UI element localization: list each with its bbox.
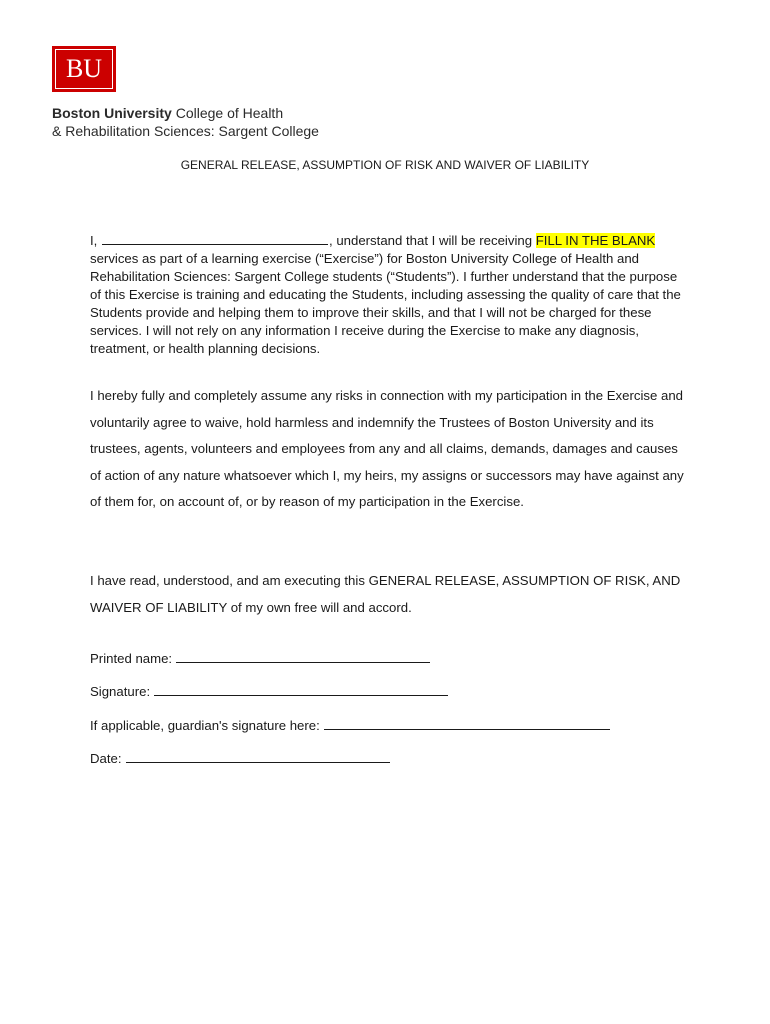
paragraph-assumption-of-risk: I hereby fully and completely assume any risks in connection with my participation in the Exercise and voluntarily agree to waive, hold harmless and indemnify the Trustees of Boston University and its trustees, agents, volunteers and employees from any and all claims, demands, damages and causes of action of any nature whatsoever which I, my heirs, my assigns or successors may have against any of them for, on account of, or by reason of my participation in the Exercise. [90, 388, 684, 509]
signature-label: Signature: [90, 684, 151, 699]
paragraph-understanding [90, 232, 682, 358]
guardian-signature-row [90, 717, 610, 735]
para1-after-blank: , understand that I will be receiving [329, 233, 536, 248]
para1-rest: services as part of a learning exercise (“Exercise”) for Boston University College of Health and Rehabilitation Sciences: Sargent College students (“Students”). I further understand that the purpose of this Exercise is training and educating the Students, including assessing the quality of care that the Students provide and helping them to improve their skills, and that I will not be charged for these services. I will not rely on any information I receive during the Exercise to make any diagnosis, treatment, or health planning decisions. [90, 251, 681, 356]
name-blank-field[interactable] [102, 233, 328, 245]
college-name-line2: & Rehabilitation Sciences: Sargent College [52, 123, 319, 139]
fill-in-blank-highlight[interactable]: FILL IN THE BLANK [535, 233, 656, 248]
university-name: Boston University [52, 105, 172, 121]
document-title: GENERAL RELEASE, ASSUMPTION OF RISK AND WAIVER OF LIABILITY [180, 158, 590, 172]
bu-logo [52, 46, 116, 92]
college-name-line1 [52, 104, 319, 122]
guardian-signature-label: If applicable, guardian's signature here: [90, 718, 320, 733]
logo-mark: BU [65, 54, 103, 83]
date-row [90, 750, 390, 768]
signature-field[interactable] [154, 683, 448, 696]
printed-name-field[interactable] [176, 650, 430, 663]
signature-row [90, 683, 448, 701]
date-label: Date: [90, 751, 122, 766]
college-name-line1-rest: College of Health [171, 105, 284, 121]
printed-name-row [90, 650, 430, 668]
para1-start: I, [90, 233, 101, 248]
college-name [52, 104, 319, 140]
date-field[interactable] [126, 750, 390, 763]
paragraph-acknowledgement: I have read, understood, and am executing this GENERAL RELEASE, ASSUMPTION OF RISK, AND WAIVER OF LIABILITY of my own free will and accord. [90, 573, 681, 615]
guardian-signature-field[interactable] [324, 717, 610, 730]
printed-name-label: Printed name: [90, 651, 173, 666]
